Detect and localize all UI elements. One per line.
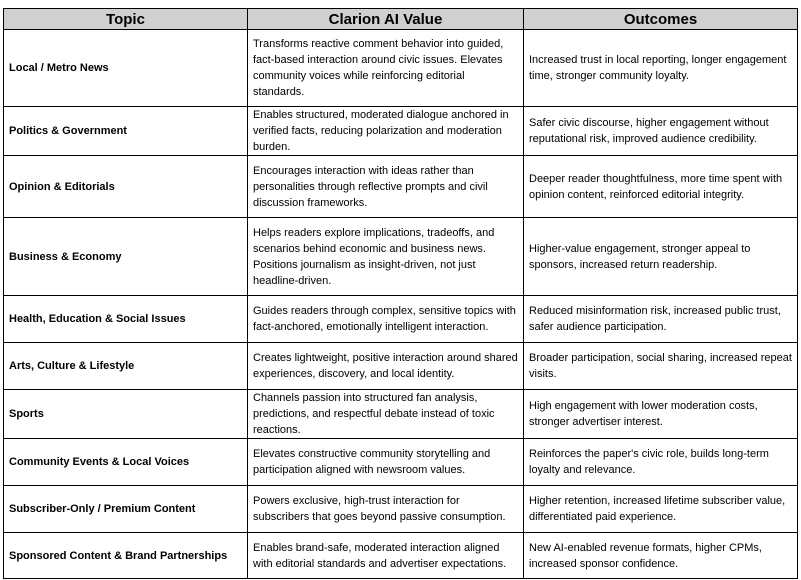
value-cell: Enables brand-safe, moderated interaction aligned with editorial standards and advertiser expectations. [248, 533, 524, 579]
value-cell: Elevates constructive community storytelling and participation aligned with newsroom values. [248, 439, 524, 486]
value-cell: Channels passion into structured fan analysis, predictions, and respectful debate instead of toxic reactions. [248, 390, 524, 439]
outcome-cell: High engagement with lower moderation costs, stronger advertiser interest. [524, 390, 798, 439]
table-row [4, 486, 798, 533]
table-row [4, 218, 798, 296]
table-row [4, 533, 798, 579]
value-cell: Creates lightweight, positive interaction around shared experiences, discovery, and local identity. [248, 343, 524, 390]
topic-cell: Subscriber-Only / Premium Content [4, 486, 248, 533]
outcome-cell: Reinforces the paper's civic role, builds long-term loyalty and relevance. [524, 439, 798, 486]
topic-cell: Arts, Culture & Lifestyle [4, 343, 248, 390]
outcome-cell: Higher retention, increased lifetime subscriber value, differentiated paid experience. [524, 486, 798, 533]
header-topic: Topic [4, 9, 248, 30]
topic-cell: Business & Economy [4, 218, 248, 296]
outcome-cell: New AI-enabled revenue formats, higher CPMs, increased sponsor confidence. [524, 533, 798, 579]
topic-cell: Health, Education & Social Issues [4, 296, 248, 343]
header-value: Clarion AI Value [248, 9, 524, 30]
header-outcomes: Outcomes [524, 9, 798, 30]
topic-cell: Opinion & Editorials [4, 156, 248, 218]
table-row [4, 439, 798, 486]
outcome-cell: Increased trust in local reporting, longer engagement time, stronger community loyalty. [524, 30, 798, 107]
table-row [4, 390, 798, 439]
table-row [4, 156, 798, 218]
value-cell: Guides readers through complex, sensitive topics with fact-anchored, emotionally intelligent interaction. [248, 296, 524, 343]
topic-cell: Sports [4, 390, 248, 439]
value-cell: Helps readers explore implications, tradeoffs, and scenarios behind economic and business news. Positions journalism as insight-driven, not just headline-driven. [248, 218, 524, 296]
table-row [4, 296, 798, 343]
topic-cell: Politics & Government [4, 107, 248, 156]
outcome-cell: Safer civic discourse, higher engagement without reputational risk, improved audience credibility. [524, 107, 798, 156]
table-row [4, 107, 798, 156]
topic-cell: Local / Metro News [4, 30, 248, 107]
topic-cell: Community Events & Local Voices [4, 439, 248, 486]
outcome-cell: Broader participation, social sharing, increased repeat visits. [524, 343, 798, 390]
outcome-cell: Deeper reader thoughtfulness, more time spent with opinion content, reinforced editorial integrity. [524, 156, 798, 218]
value-cell: Enables structured, moderated dialogue anchored in verified facts, reducing polarization and moderation burden. [248, 107, 524, 156]
value-table [3, 8, 798, 579]
outcome-cell: Reduced misinformation risk, increased public trust, safer audience participation. [524, 296, 798, 343]
value-cell: Transforms reactive comment behavior into guided, fact-based interaction around civic issues. Elevates community voices while reinforcing editorial standards. [248, 30, 524, 107]
header-row [4, 9, 798, 30]
value-cell: Encourages interaction with ideas rather than personalities through reflective prompts and civil discussion frameworks. [248, 156, 524, 218]
topic-cell: Sponsored Content & Brand Partnerships [4, 533, 248, 579]
outcome-cell: Higher-value engagement, stronger appeal to sponsors, increased return readership. [524, 218, 798, 296]
table-row [4, 30, 798, 107]
table-row [4, 343, 798, 390]
value-cell: Powers exclusive, high-trust interaction for subscribers that goes beyond passive consumption. [248, 486, 524, 533]
